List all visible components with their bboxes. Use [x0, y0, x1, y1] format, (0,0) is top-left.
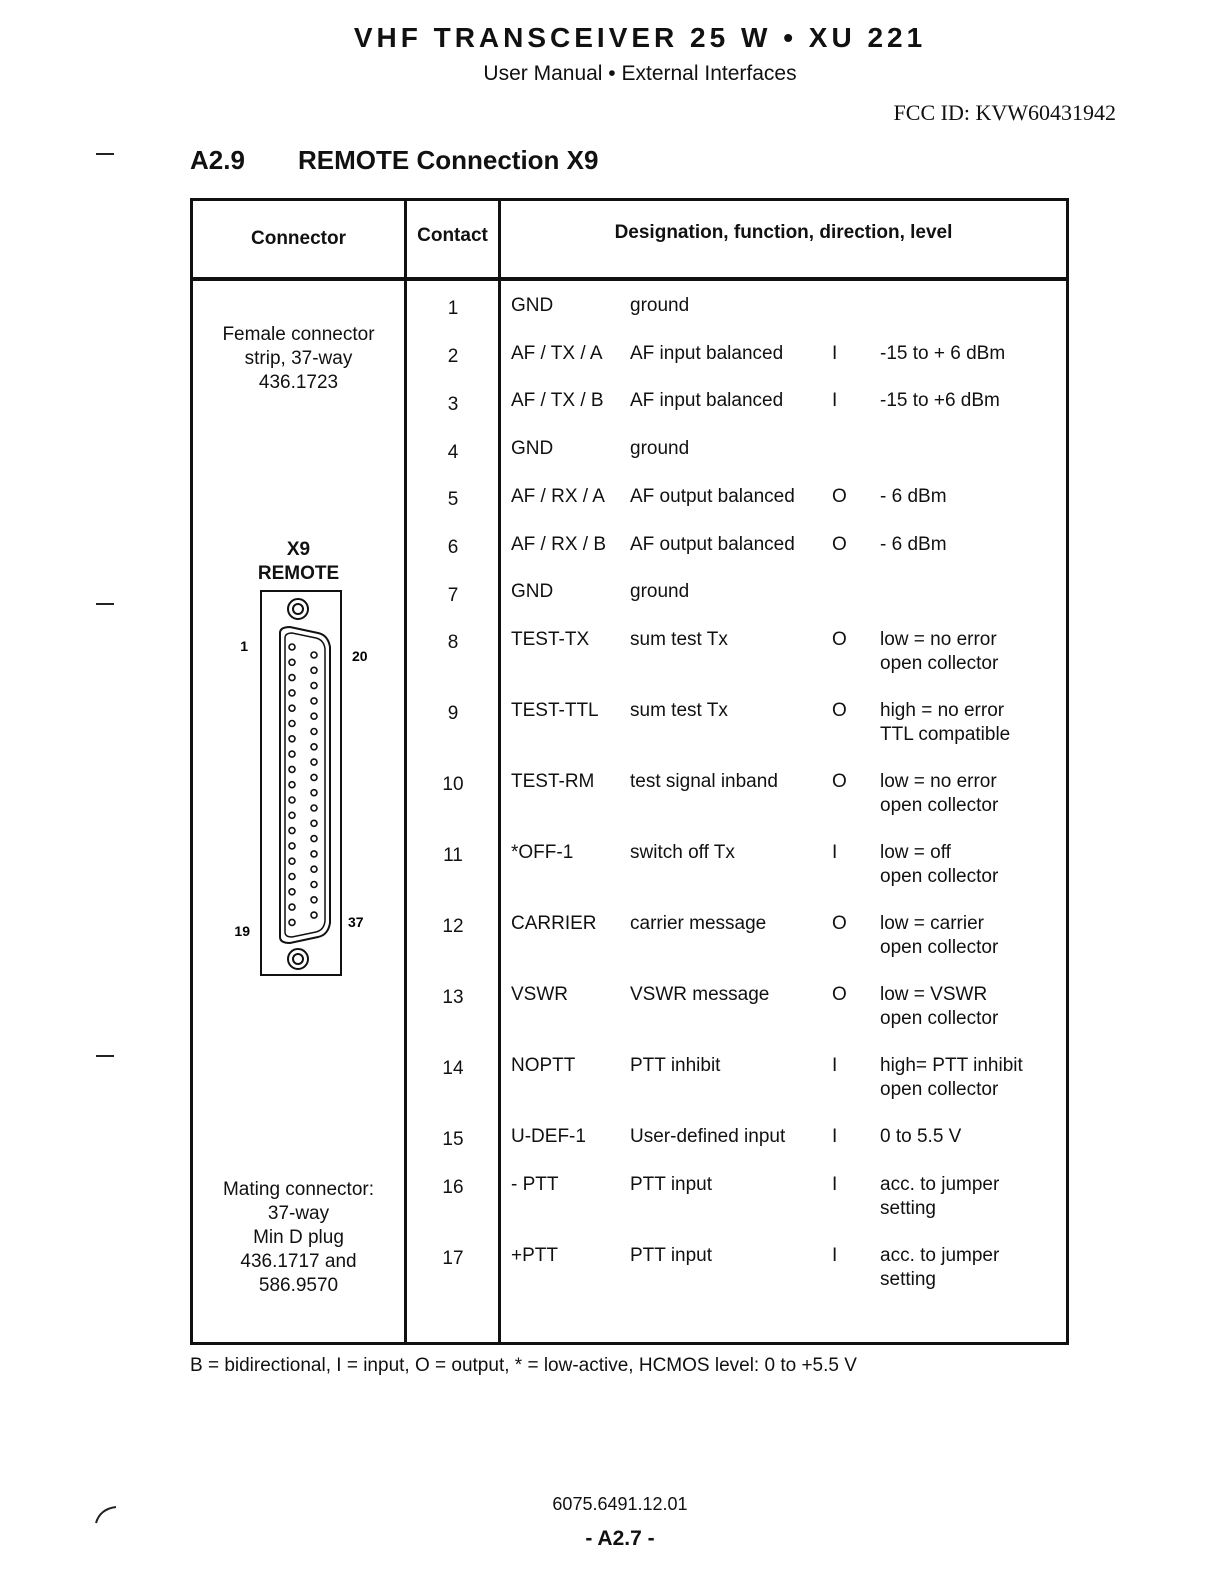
- signal-function: AF input balanced: [630, 390, 784, 411]
- signal-name: AF / RX / A: [511, 486, 605, 507]
- pin-hole: [311, 652, 317, 658]
- pin-hole: [289, 675, 295, 681]
- signal-level: acc. to jumper: [880, 1174, 1000, 1195]
- contact-number: 15: [442, 1129, 464, 1150]
- document-number: 6075.6491.12.01: [552, 1494, 688, 1514]
- table-divider: [498, 198, 501, 1345]
- margin-mark: [96, 1055, 114, 1057]
- signal-level: low = VSWR: [880, 984, 988, 1005]
- signal-function: AF output balanced: [630, 534, 795, 555]
- signal-level: high = no error: [880, 700, 1005, 721]
- contact-number: 6: [447, 537, 459, 558]
- signal-function: sum test Tx: [630, 700, 728, 721]
- pin-hole: [311, 866, 317, 872]
- contact-number: 12: [442, 916, 464, 937]
- pin-hole: [289, 721, 295, 727]
- contact-number: 3: [447, 394, 459, 415]
- mating-connector-line: Mating connector:: [222, 1179, 375, 1200]
- signal-name: AF / TX / B: [511, 390, 604, 411]
- signal-direction: I: [832, 343, 838, 364]
- pin-hole: [289, 919, 295, 925]
- pin-row-20-37: [311, 652, 317, 918]
- pin-hole: [311, 759, 317, 765]
- female-connector-line: 436.1723: [258, 372, 339, 393]
- section-title: REMOTE Connection X9: [298, 145, 599, 175]
- pin-hole: [311, 897, 317, 903]
- table-header-rule: [190, 277, 1069, 281]
- pin-hole: [289, 889, 295, 895]
- signal-direction: O: [832, 534, 847, 555]
- pin-hole: [289, 690, 295, 696]
- signal-function: User-defined input: [630, 1126, 786, 1147]
- pin-hole: [289, 751, 295, 757]
- signal-name: TEST-TTL: [511, 700, 599, 721]
- contact-number: 2: [447, 346, 459, 367]
- signal-level-detail: open collector: [880, 866, 999, 887]
- connector-face-outer: [280, 627, 330, 943]
- signal-level-detail: open collector: [880, 653, 999, 674]
- mounting-screw-top: [288, 599, 308, 619]
- table-divider: [404, 198, 407, 1345]
- signal-direction: O: [832, 486, 847, 507]
- signal-direction: I: [832, 1055, 838, 1076]
- signal-function: ground: [630, 581, 690, 602]
- contact-number: 1: [447, 298, 459, 319]
- signal-level-detail: open collector: [880, 795, 999, 816]
- contact-number: 11: [443, 845, 463, 866]
- margin-mark: [96, 603, 114, 605]
- connector-name: REMOTE: [257, 563, 340, 584]
- document-subtitle: User Manual • External Interfaces: [483, 62, 797, 85]
- pin-hole: [289, 705, 295, 711]
- pin-hole: [289, 644, 295, 650]
- signal-direction: O: [832, 984, 847, 1005]
- pin-hole: [289, 812, 295, 818]
- signal-level: -15 to +6 dBm: [880, 390, 1000, 411]
- signal-level: low = off: [880, 842, 951, 863]
- signal-level: 0 to 5.5 V: [880, 1126, 962, 1147]
- pin-hole: [289, 874, 295, 880]
- section-number: A2.9: [190, 145, 245, 175]
- mating-connector-line: 436.1717 and: [240, 1251, 357, 1272]
- signal-name: *OFF-1: [511, 842, 574, 863]
- fcc-id: FCC ID: KVW60431942: [893, 100, 1116, 125]
- signal-name: AF / TX / A: [511, 343, 603, 364]
- contact-number: 5: [447, 489, 459, 510]
- document-title: VHF TRANSCEIVER 25 W • XU 221: [353, 22, 927, 53]
- signal-name: CARRIER: [511, 913, 597, 934]
- signal-name: AF / RX / B: [511, 534, 607, 555]
- signal-name: GND: [511, 581, 554, 602]
- signal-level-detail: setting: [880, 1198, 936, 1219]
- signal-function: VSWR message: [630, 984, 770, 1005]
- pin-hole: [289, 797, 295, 803]
- dsub37-connector-diagram: [220, 585, 390, 980]
- contact-number: 7: [447, 585, 459, 606]
- mating-connector-line: Min D plug: [253, 1227, 344, 1248]
- signal-function: AF output balanced: [630, 486, 795, 507]
- signal-function: AF input balanced: [630, 343, 784, 364]
- pin-hole: [311, 744, 317, 750]
- signal-level: - 6 dBm: [880, 534, 947, 555]
- pin-label-37: 37: [348, 914, 364, 930]
- signal-level: -15 to + 6 dBm: [880, 343, 1006, 364]
- signal-level: high= PTT inhibit: [880, 1055, 1023, 1076]
- pin-label-19: 19: [234, 923, 250, 939]
- pin-hole: [311, 713, 317, 719]
- pin-hole: [289, 828, 295, 834]
- header-contact: Contact: [417, 225, 488, 246]
- signal-function: ground: [630, 295, 690, 316]
- contact-number: 10: [442, 774, 464, 795]
- contact-number: 9: [447, 703, 459, 724]
- pin-hole: [311, 836, 317, 842]
- pin-hole: [311, 912, 317, 918]
- page-number: - A2.7 -: [585, 1527, 655, 1550]
- pin-hole: [289, 843, 295, 849]
- contact-number: 14: [442, 1058, 464, 1079]
- signal-function: carrier message: [630, 913, 767, 934]
- signal-level-detail: open collector: [880, 1079, 999, 1100]
- signal-level: low = no error: [880, 771, 997, 792]
- mating-connector-line: 586.9570: [258, 1275, 339, 1296]
- pin-hole: [289, 659, 295, 665]
- pin-hole: [311, 820, 317, 826]
- pin-hole: [311, 729, 317, 735]
- mounting-screw-bottom: [288, 949, 308, 969]
- pin-hole: [289, 766, 295, 772]
- signal-level: low = carrier: [880, 913, 984, 934]
- signal-direction: I: [832, 390, 838, 411]
- pin-hole: [289, 858, 295, 864]
- signal-function: sum test Tx: [630, 629, 728, 650]
- connector-face-inner: [285, 633, 325, 937]
- signal-direction: O: [832, 913, 847, 934]
- pin-hole: [311, 805, 317, 811]
- header-connector: Connector: [251, 228, 346, 249]
- signal-direction: I: [832, 842, 838, 863]
- signal-name: GND: [511, 295, 554, 316]
- signal-name: TEST-TX: [511, 629, 590, 650]
- signal-function: PTT inhibit: [630, 1055, 721, 1076]
- pin-hole: [311, 882, 317, 888]
- signal-function: switch off Tx: [630, 842, 735, 863]
- signal-name: U-DEF-1: [511, 1126, 586, 1147]
- signal-level: - 6 dBm: [880, 486, 947, 507]
- legend-footnote: B = bidirectional, I = input, O = output, * = low-active, HCMOS level: 0 to +5.5 V: [190, 1355, 857, 1376]
- signal-name: GND: [511, 438, 554, 459]
- pin-hole: [311, 667, 317, 673]
- pin-hole: [289, 736, 295, 742]
- signal-level: acc. to jumper: [880, 1245, 1000, 1266]
- signal-direction: O: [832, 771, 847, 792]
- pin-row-1-19: [289, 644, 295, 925]
- mating-connector-line: 37-way: [267, 1203, 330, 1224]
- contact-number: 16: [442, 1177, 464, 1198]
- header-designation: Designation, function, direction, level: [614, 222, 953, 243]
- signal-name: +PTT: [511, 1245, 558, 1266]
- pin-label-1: 1: [240, 638, 248, 654]
- signal-level-detail: open collector: [880, 937, 999, 958]
- pin-hole: [311, 851, 317, 857]
- female-connector-line: Female connector: [222, 324, 375, 345]
- contact-number: 4: [447, 442, 459, 463]
- signal-function: test signal inband: [630, 771, 778, 792]
- signal-name: VSWR: [511, 984, 568, 1005]
- contact-number: 8: [447, 632, 459, 653]
- pin-hole: [311, 683, 317, 689]
- signal-function: ground: [630, 438, 690, 459]
- pin-label-20: 20: [352, 648, 368, 664]
- signal-level: low = no error: [880, 629, 997, 650]
- signal-direction: I: [832, 1245, 838, 1266]
- pin-hole: [311, 774, 317, 780]
- pin-hole: [289, 782, 295, 788]
- margin-mark: [96, 153, 114, 155]
- signal-function: PTT input: [630, 1174, 713, 1195]
- signal-name: - PTT: [511, 1174, 559, 1195]
- signal-name: TEST-RM: [511, 771, 595, 792]
- signal-direction: O: [832, 629, 847, 650]
- pin-hole: [311, 698, 317, 704]
- contact-number: 17: [442, 1248, 464, 1269]
- signal-direction: I: [832, 1126, 838, 1147]
- signal-name: NOPTT: [511, 1055, 576, 1076]
- female-connector-line: strip, 37-way: [244, 348, 353, 369]
- signal-level-detail: setting: [880, 1269, 936, 1290]
- signal-direction: I: [832, 1174, 838, 1195]
- signal-level-detail: open collector: [880, 1008, 999, 1029]
- pin-hole: [289, 904, 295, 910]
- signal-direction: O: [832, 700, 847, 721]
- signal-level-detail: TTL compatible: [880, 724, 1011, 745]
- signal-function: PTT input: [630, 1245, 713, 1266]
- connector-id: X9: [286, 539, 311, 560]
- pin-hole: [311, 790, 317, 796]
- contact-number: 13: [442, 987, 464, 1008]
